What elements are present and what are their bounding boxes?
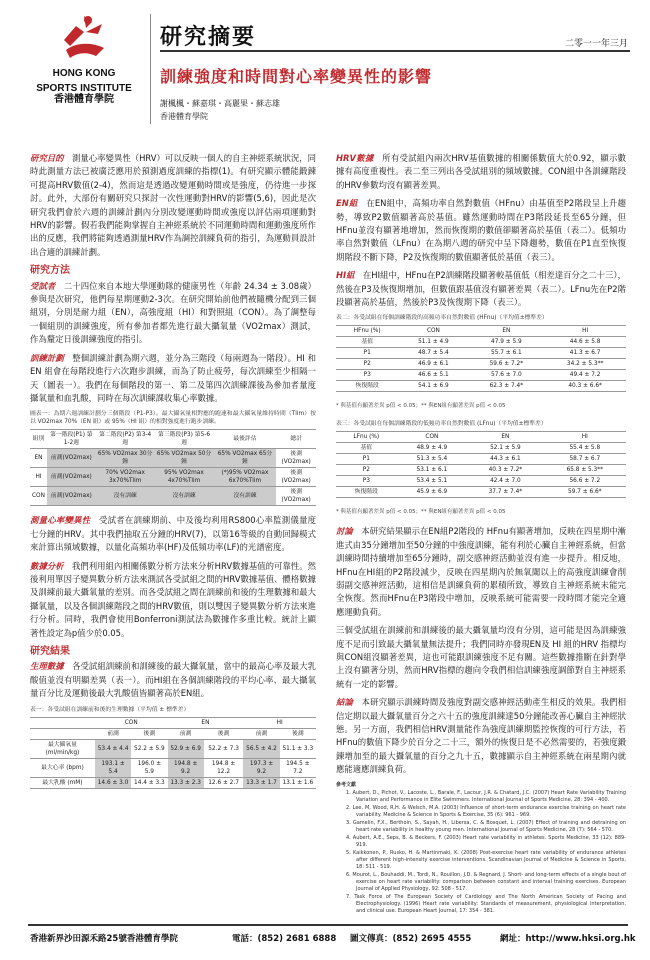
hksi-emblem-icon [46, 12, 122, 64]
table-header-cell: 第二階段(P2) 第3-4週 [96, 430, 155, 449]
table-cell: 59.6 ± 7.2* [468, 359, 544, 370]
physio-text: 各受試組訓練前和訓練後的最大攝氧量，當中的最高心率及最大乳酸值並沒有明顯差異（表一）。而HI組在各個訓練階段的平均心率、最大攝氧量百分比及運動後最大乳酸值皆顯著高於EN組。 [30, 661, 317, 699]
hrv-measure-paragraph [30, 514, 316, 554]
table-cell: 後測(VO2max) [276, 487, 316, 506]
reference-item: 1. Aubert, D., Pichot, V., Lacoste, L., Barale, F., Lacour, J.R. & Chatard, J.C. (2007) Heart Rate Variability Training Variation and Performance in Elite Swimmers. International Journal of Sports Medicine, 28: 394 - 400. [346, 789, 626, 803]
table-group-header: CON [95, 717, 168, 728]
discussion-label: 討論 [336, 526, 353, 537]
page-footer [0, 924, 650, 960]
en-group-text: 在EN組中，高頻功率自然對數值（HFnu）由基值至P2階段呈上升趨勢，導致P2數值顯著高於基值。雖然運動時間在P3階段延長至65分鐘，但HFnu並沒有顯著地增加，然而恢復期的數值卻顯著高於基值（表二）。低頻功率自然對數值（LFnu）在為期八週的研究中呈下降趨勢，數值在P1直至恢復期階段不斷下降，P2及恢復期的數值顯著低於基值（表三）。 [336, 198, 626, 262]
hi-group-paragraph [336, 269, 626, 309]
right-column [336, 152, 626, 916]
table-cell: 194.5 ± 7.2 [280, 758, 316, 777]
table-cell: 57.6 ± 7.0 [468, 370, 544, 381]
results-heading: 研究結果 [30, 645, 70, 657]
table-row [336, 453, 626, 464]
table-cell: 沒有訓練 [155, 487, 214, 506]
en-group-paragraph [336, 197, 626, 264]
table-cell: 13.3 ± 1.7 [243, 777, 279, 788]
table-cell: 54.1 ± 6.9 [398, 381, 468, 392]
table-subheader-cell: 前測 [168, 728, 204, 739]
physio-paragraph [30, 660, 316, 700]
physio-table [30, 717, 316, 789]
table-row [336, 381, 626, 392]
table-cell: 46.6 ± 5.1 [398, 370, 468, 381]
table3-caption: 表三：各受試組在每個訓練階段的低頻功率自然對數值 (LFnu)（平均值±標準差） [336, 420, 547, 427]
table-cell: 恢復階段 [336, 381, 398, 392]
hrv-data-label: HRV數據 [336, 153, 374, 163]
table-cell: 56.5 ± 4.2 [243, 739, 279, 758]
table-cell: 40.3 ± 6.6* [544, 381, 626, 392]
hi-group-text: 在HI組中，HFnu在P2訓練階段顯著較基值低（相差達百分之二十三），然後在P3及恢復期增加，但數值跟基值沒有顯著差異（表二）。LFnu先在P2階段顯著高於基值，然後於P3及恢復期下降（表三）。 [336, 270, 626, 308]
table-cell: 65% VO2max 30分鐘 [96, 449, 155, 468]
table-cell: 基值 [336, 442, 397, 453]
table-cell: 52.2 ± 7.3 [204, 739, 244, 758]
table-cell: 95% VO2max 4x70%Tlim [155, 468, 214, 487]
logo-line-sports-institute: SPORTS INSTITUTE [36, 83, 132, 94]
table-cell: 53.4 ± 4.4 [95, 739, 131, 758]
table-cell: 13.1 ± 1.6 [280, 777, 316, 788]
table-cell: 55.7 ± 6.1 [468, 348, 544, 359]
table-cell: 52.1 ± 5.9 [467, 442, 543, 453]
table-cell: 後測(VO2max) [276, 468, 316, 487]
table-header-cell: EN [468, 326, 544, 337]
table-cell: 46.9 ± 6.1 [398, 359, 468, 370]
table-cell: 42.4 ± 7.0 [467, 475, 543, 486]
table-cell: 44.3 ± 6.1 [467, 453, 543, 464]
table-cell: 最大心率 (bpm) [30, 758, 95, 777]
table-row [336, 464, 626, 475]
hi-group-label: HI組 [336, 270, 355, 281]
table-cell: 70% VO2max 3x70%Tlim [96, 468, 155, 487]
table-cell: 56.6 ± 7.2 [544, 475, 626, 486]
table-cell: 前測(VO2max) [47, 449, 96, 468]
lfnu-table [336, 431, 626, 498]
table-cell: P2 [336, 359, 398, 370]
table-cell: 44.6 ± 5.8 [544, 337, 626, 348]
table-row [336, 337, 626, 348]
table-header-cell: CON [397, 431, 468, 442]
reference-item: 3. Gamelin, F.X., Berthoin, S., Sayah, H., Libersa, C. & Bosquet, L. (2007) Effect of training and detraining on heart rate variability in healthy young men. International Journal of Sports Medicine, 28 (7): 564 - 570. [346, 819, 626, 833]
analysis-label: 數據分析 [30, 560, 64, 571]
table-cell: CON [30, 487, 47, 506]
table-cell: EN [30, 449, 47, 468]
footer-rule [28, 924, 628, 926]
footer-web[interactable]: 網址：http://www.hksi.org.hk [500, 934, 636, 944]
table-cell: HI [30, 468, 47, 487]
issue-date: 二零一一年三月 [564, 39, 628, 49]
subjects-label: 受試者 [30, 280, 56, 291]
references [336, 782, 626, 915]
table-row [336, 486, 626, 497]
table-subheader-cell: 前測 [243, 728, 279, 739]
table-group-header: EN [168, 717, 244, 728]
table-cell: 前測(VO2max) [47, 468, 96, 487]
table-cell: 40.3 ± 7.2* [467, 464, 543, 475]
table-cell: 65% VO2max 50分鐘 [155, 449, 214, 468]
table2-note: * 與基值有顯著差異 p值 < 0.05；** 與EN組有顯著差異 p值 < 0.05 [336, 403, 506, 410]
table-cell: 最大乳酸 (mM) [30, 777, 95, 788]
table-cell: 193.1 ± 5.4 [95, 758, 131, 777]
table-header-cell: 總計 [276, 430, 316, 449]
training-label: 訓練計劃 [30, 352, 64, 363]
left-column [30, 152, 316, 797]
hrv-measure-label: 測量心率變異性 [30, 515, 91, 526]
reference-item: 2. Lee, M, Wood, R.H. & Welsch, M.A. (2003) Influence of short-term endurance exercise training on heart rate variability. Medicine & Science in Sports & Exercise, 35 (6): 961 - 969. [346, 804, 626, 818]
figure1-caption: 圖表一：為期六週訓練計劃分三個階段（P1-P3）。最大攝氧量相對應的跑速和最大攝氧量維持時間（Tlim）按以 VO2max 70%（EN 組）或 95%（HI 組）的相對強度進行跑步訓練。 [30, 411, 316, 426]
table-cell: 前測(VO2max) [47, 487, 96, 506]
conclusion-text: 本研究顯示訓練時間及強度對副交感神經活動產生相反的效果。我們相信定期以最大攝氧量百分之六十五的強度訓練達50分鐘能改善心臟自主神經狀態。另一方面，我們相信HRV測量能作為強度訓練期監控恢復的可行方法，若HFnu的數值下降少於百分之二十三，額外的恢復日是不必然需要的，若強度鍛鍊增加至的最大攝氧量的百分之九十五，數據顯示自主神經系統在兩星期內就應能適應訓練負荷。 [336, 697, 627, 775]
purpose-text: 測量心率變異性（HRV）可以反映一個人的自主神經系統狀況，同時此測量方法已被廣泛應用於預測過度訓練的指標(1)。有研究顯示體能鍛鍊可提高HRV數值(2-4)，然而這是透過改變運動時間或是強度，仍待進一步探討。此外，大部份有關研究只探討一次性運動對HRV的影響(5,6)，因此是次研究我們會於六週的訓練計劃內分別改變運動時間或強度以評估兩項運動對HRV的影響。假若我們能夠掌握自主神經系統於不同運動時間和運動強度所作出的反應，我們將能夠透過測量HRV作為調控訓練負荷的指引，為運動員設計出合適的訓練計劃。 [30, 153, 317, 257]
subjects-paragraph [30, 280, 316, 347]
table3-note: * 與基值有顯著差異 p值 < 0.05；** 與EN組有顯著差異 p值 < 0.05 [336, 508, 506, 515]
table-cell: 53.1 ± 6.1 [397, 464, 468, 475]
table-subheader-cell: 後測 [204, 728, 244, 739]
methods-heading: 研究方法 [30, 265, 70, 277]
table-header-cell [30, 728, 95, 739]
table-cell: 196.0 ± 5.9 [131, 758, 167, 777]
table-row [30, 758, 316, 777]
table-cell: 最大攝氧量 (ml/min/kg) [30, 739, 95, 758]
table-cell: 47.9 ± 5.9 [468, 337, 544, 348]
discussion-paragraph-2: 三個受試組在訓練前和訓練後的最大攝氧量均沒有分別，這可能是因為訓練強度不足而引致最大攝氧量無法提升；我們同時亦發現EN及 HI 組的HRV 指標均與CON組沒顯著差異，這也可能跟訓練強度不足有關。這些數據推斷在針對學上沒有顯著分別，然而HRV指標的趨向令我們相信訓練強度調節對自主神經系統有一定的影響。 [336, 625, 626, 689]
page-header [0, 0, 650, 135]
training-paragraph [30, 352, 316, 406]
references-title: 參考文獻 [336, 781, 357, 788]
table-cell: 55.4 ± 5.8 [544, 442, 626, 453]
en-group-label: EN組 [336, 198, 358, 209]
subjects-text: 二十四位來自本地大學運動隊的健康男性（年齡 24.34 ± 3.08歲）參與是次研究，他們每星期運動2-3次。在研究開始前他們被隨機分配到三個組別，分別是耐力組（EN），高強度組（HI）和對照組（CON）。為了調整每一個組別的訓練強度，所有參加者都先進行最大攝氧量（VO2max）測試，作為釐定日後訓練強度的指引。 [30, 280, 316, 345]
table-header-cell: HFnu (%) [336, 326, 398, 337]
table-cell: 51.3 ± 5.4 [397, 453, 468, 464]
hrv-measure-text: 受試者在訓練期前、中及後均利用RS800心率監測儀量度七分鐘的HRV。其中我們抽取五分鐘的HRV(7)，以第16等級的自動回歸模式來計算出頻域數據，以量化高頻功率(HF)及低頻功率(LF)的光譜密度。 [30, 515, 317, 553]
purpose-paragraph [30, 152, 316, 259]
table-row [30, 777, 316, 788]
authors: 謝楓楓・蘇嘉琪・高麗果・蘇志雄 [160, 99, 280, 108]
conclusion-label: 結論 [336, 697, 354, 708]
table-header-cell: CON [398, 326, 468, 337]
table-header-cell [30, 717, 95, 728]
table-cell: 13.3 ± 2.3 [168, 777, 204, 788]
physio-label: 生理數據 [30, 661, 64, 672]
logo-line-hong-kong: HONG KONG [52, 68, 116, 79]
header-divider [150, 14, 151, 124]
table-header-cell: 最後評估 [213, 430, 276, 449]
training-plan-table [30, 429, 316, 506]
purpose-label: 研究目的 [30, 153, 64, 163]
article-subtitle: 訓練強度和時間對心率變異性的影響 [160, 67, 433, 86]
table-header-cell: EN [467, 431, 543, 442]
table-cell: 65.8 ± 5.3** [544, 464, 626, 475]
table-header-cell: HI [544, 431, 626, 442]
table-cell: 基值 [336, 337, 398, 348]
table-header-cell: HI [544, 326, 626, 337]
logo-line-chinese: 香港體育學院 [54, 94, 114, 105]
table1-caption: 表一：各受試組在訓練前和後的生理數據（平均值 ± 標準差） [30, 706, 190, 713]
table-subheader-cell: 後測 [131, 728, 167, 739]
table-cell: 14.4 ± 3.3 [131, 777, 167, 788]
table-cell: 12.6 ± 2.7 [204, 777, 244, 788]
table-cell: P2 [336, 464, 397, 475]
table-cell: 62.3 ± 7.4* [468, 381, 544, 392]
conclusion-paragraph [336, 696, 626, 776]
table-cell: 45.9 ± 6.9 [397, 486, 468, 497]
discussion-text: 本研究結果顯示在EN組P2階段的 HFnu有顯著增加，反映在四星期中漸進式由35分鐘增加至50分鐘的中強度訓練，能有利於心臟自主神經系統，但當訓練時間持續增加至65分鐘時，副交感神經活動並沒有進一步提升。相反地，HFnu在HI組的P2階段減少，反映在四星期內於無氧閾以上的高強度訓練會削弱副交感神經活動，這相信是訓練負荷的累積所致，導致自主神經系統未能完全恢復。然而HFnu在P3階段中增加，反映系統可能需要一段時間才能完全適應運動負荷。 [336, 526, 627, 617]
table-cell: 恢復階段 [336, 486, 397, 497]
table-cell: P3 [336, 370, 398, 381]
table-cell: (*)95% VO2max 6x70%Tlim [213, 468, 276, 487]
table-group-header: HI [243, 717, 316, 728]
table-header-cell: 組別 [30, 430, 47, 449]
table-cell: 48.9 ± 4.9 [397, 442, 468, 453]
table-cell: P3 [336, 475, 397, 486]
table-cell: 197.3 ± 9.2 [243, 758, 279, 777]
table-cell: 49.4 ± 7.2 [544, 370, 626, 381]
table-cell: 52.2 ± 5.9 [131, 739, 167, 758]
table-row [30, 468, 316, 487]
table-cell: 59.7 ± 6.6* [544, 486, 626, 497]
table-row [336, 442, 626, 453]
analysis-text: 我們利用組內相關係數分析方法來分析HRV數據基值的可靠性。然後利用單因子變異數分析方法來測試各受試組之間的HRV數據基值、體格數據及訓練前最大攝氧量的差別。而各受試組之間在訓練前和後的生理數據和最大攝氧量，以及各個訓練階段之間的HRV數值，則以雙因子變異數分析方法來進行分析。同時，我們會使用Bonferroni測試法為數據作多重比較。統計上顯著性設定為p值少於0.05。 [30, 560, 317, 638]
title-rule [160, 50, 630, 52]
table-row [336, 359, 626, 370]
table-header-cell: 第三階段(P3) 第5-6週 [155, 430, 214, 449]
table-cell: P1 [336, 348, 398, 359]
table-cell: 65% VO2max 65分鐘 [213, 449, 276, 468]
table2-caption: 表二：各受試組在每個訓練階段的高頻功率自然對數值 (HFnu)（平均值±標準差） [336, 315, 548, 322]
table-subheader-cell: 後測 [280, 728, 316, 739]
table-cell: 194.8 ± 12.2 [204, 758, 244, 777]
table-header-cell: 第一階段(P1) 第1-2週 [47, 430, 96, 449]
reference-item: 5. Kaikkonen, P., Rusko, H. & Martinmaki, K. (2008) Post-exercise heart rate variability of endurance athletes after different high-intensity exercise interventions. Scandinavian Journal of Medicine & Science in Sports, 18: 511 - 519. [346, 849, 626, 870]
table-cell: 51.1 ± 3.3 [280, 739, 316, 758]
table-row [336, 348, 626, 359]
hrv-data-text: 所有受試組內兩次HRV基值數據的相關係數值大於0.92，顯示數據有高度重複性。表二至三列出各受試組別的頻域數據。CON組中各訓練階段的HRV參數均沒有顯著差異。 [336, 153, 626, 190]
table-row [336, 475, 626, 486]
table-cell: 14.6 ± 3.0 [95, 777, 131, 788]
table-cell: 48.7 ± 5.4 [398, 348, 468, 359]
table-row [30, 487, 316, 506]
table-row [30, 739, 316, 758]
table-cell: 沒有訓練 [96, 487, 155, 506]
reference-item: 7. Task Force of The European Society of Cardiology and The North American Society of Pacing and Electrophysiology. (1996) Heart rate variability: Standards of measurement, physiological interpretation, and clinical use. European Heart Journal, 17: 354 - 381. [346, 893, 626, 914]
footer-fax: 圖文傳真：(852) 2695 4555 [350, 934, 472, 944]
affiliation: 香港體育學院 [160, 112, 208, 121]
analysis-paragraph [30, 560, 316, 640]
hksi-logo [28, 12, 140, 106]
table-cell: 37.7 ± 7.4* [467, 486, 543, 497]
table-cell: 53.4 ± 5.1 [397, 475, 468, 486]
table-cell: 194.8 ± 9.2 [168, 758, 204, 777]
table-cell: 52.9 ± 6.9 [168, 739, 204, 758]
discussion-paragraph [336, 525, 626, 619]
footer-tel: 電話：(852) 2681 6888 [232, 934, 337, 944]
table-row [30, 449, 316, 468]
footer-address: 香港新界沙田源禾路25號香港體育學院 [30, 934, 178, 944]
table-cell: 41.3 ± 6.7 [544, 348, 626, 359]
page-title: 研究摘要 [160, 24, 257, 50]
reference-item: 6. Mourot, L., Bouhaddi, M., Tordi, N., Rouillon, J.D. & Regnard, J. Short- and long-term effects of a single bout of exercise on heart rate variability: comparison between constant and interval training exercises. European Journal of Applied Physiology, 92: 508 - 517. [346, 871, 626, 892]
hfnu-table [336, 325, 626, 392]
training-text: 整個訓練計劃為期六週，並分為三階段（每兩週為一階段）。HI 和 EN 組會在每階段進行六次跑步訓練，而為了防止疲勞，每次訓練至少相隔一天（圖表一）。我們在每個階段的第一、第二及第四次訓練課後為參加者量度攝氧量和血乳酸，同時在每次訓練課收集心率數據。 [30, 352, 317, 403]
table-cell: 沒有訓練 [213, 487, 276, 506]
table-cell: 34.2 ± 5.3** [544, 359, 626, 370]
table-cell: 後測(VO2max) [276, 449, 316, 468]
reference-item: 4. Aubert, A.E., Seps, B. & Beckers, F. (2003) Heart rate variability in athletes. Sports Medicine, 33 (12): 889-919. [346, 834, 626, 848]
table-row [336, 370, 626, 381]
table-header-cell: LFnu (%) [336, 431, 397, 442]
table-cell: P1 [336, 453, 397, 464]
table-cell: 51.1 ± 4.9 [398, 337, 468, 348]
author-block [160, 97, 280, 123]
hrv-data-paragraph [336, 152, 626, 192]
table-subheader-cell: 前測 [95, 728, 131, 739]
table-cell: 58.7 ± 6.7 [544, 453, 626, 464]
